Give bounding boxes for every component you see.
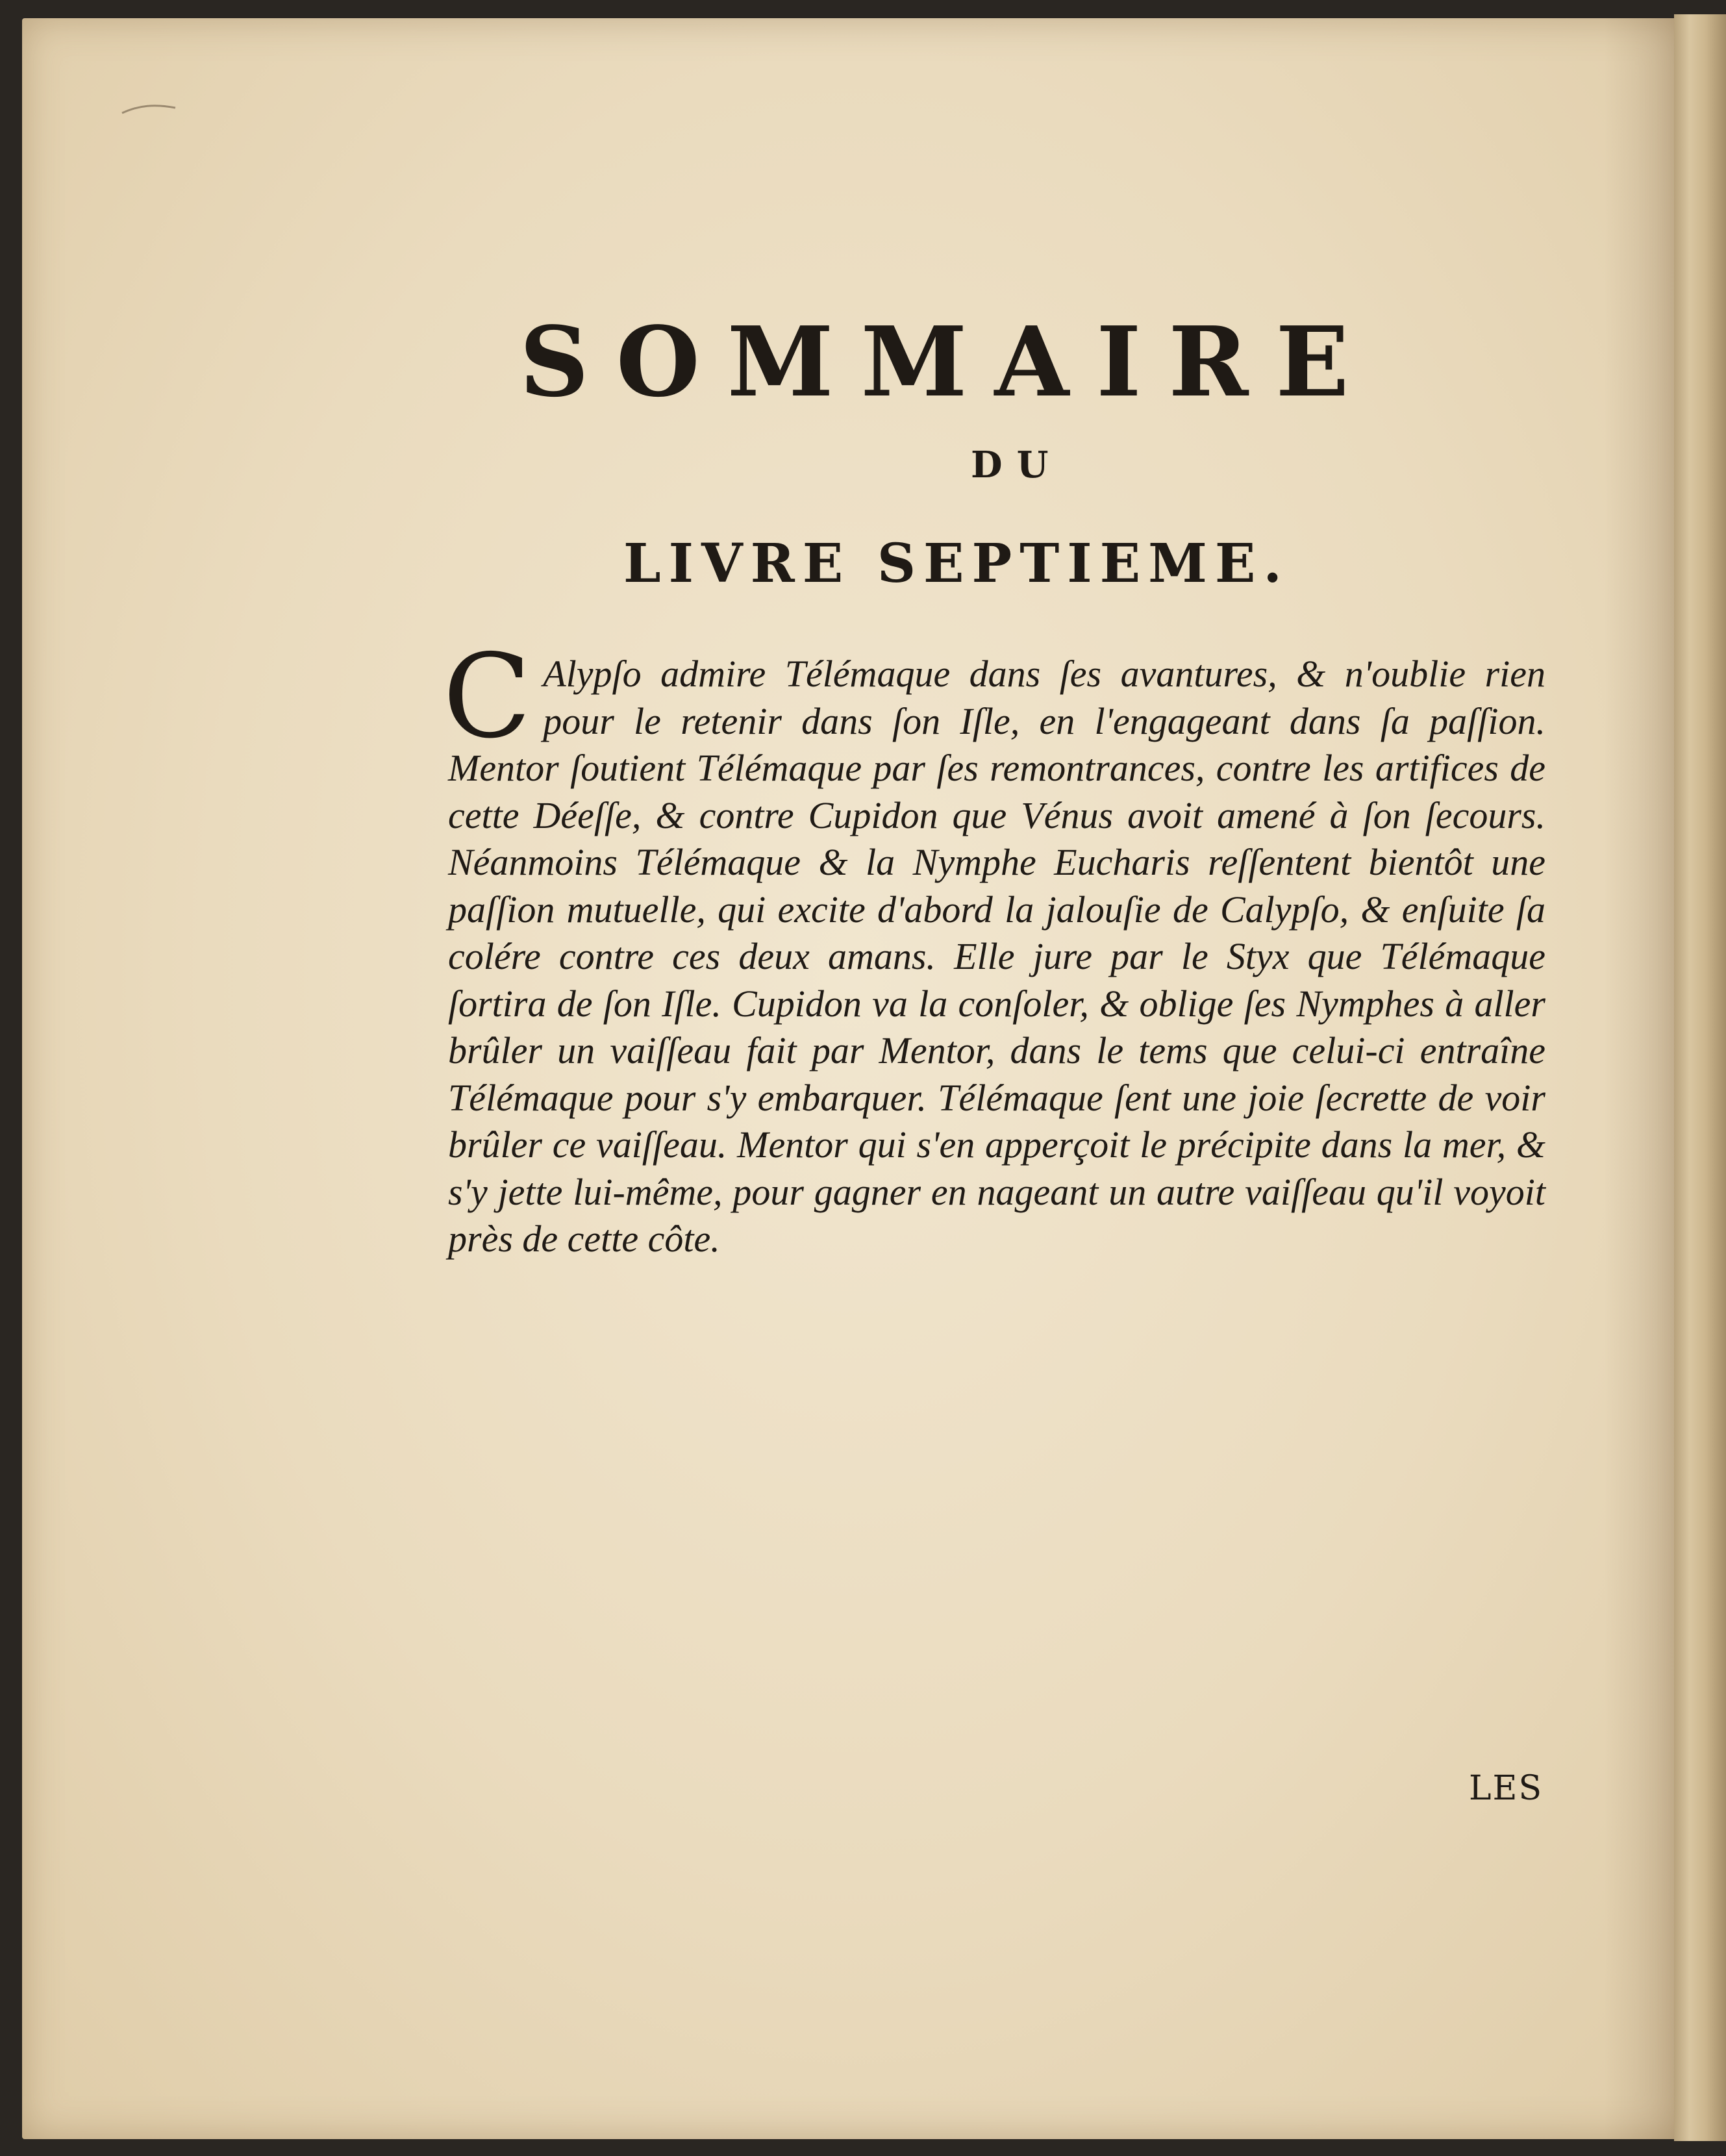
catchword: LES [1469, 1769, 1544, 1808]
pencil-mark-icon [119, 101, 178, 117]
subtitle-du: DU [971, 444, 1063, 486]
subtitle-book-number: LIVRE SEPTIEME. [623, 533, 1290, 595]
summary-text: Alypſo admire Télémaque dans ſes avantures, & n'oublie rien pour le retenir dans ſon Iſle, en l'engageant dans ſa paſſion. Mentor ſoutient Télémaque par ſes remontrances, contre les artifices de cette Déeſſe, & contre Cupidon que Vénus avoit amené à ſon ſecours. Néanmoins Télémaque & la Nymphe Eucharis reſſentent bientôt une paſſion mutuelle, qui excite d'abord la jalouſie de Calypſo, & enſuite ſa colére contre ces deux amans. Elle jure par le Styx que Télémaque ſortira de ſon Iſle. Cupidon va la conſoler, & oblige ſes Nymphes à aller brûler un vaiſſeau fait par Mentor, dans le tems que celui-ci entraîne Télémaque pour s'y embarquer. Télémaque ſent une joie ſecrette de voir brûler ce vaiſſeau. Mentor qui s'en apperçoit le précipite dans la mer, & s'y jette lui-même, pour gagner en nageant un autre vaiſſeau qu'il voyoit près de cette côte. [448, 653, 1545, 1260]
page-title: SOMMAIRE [519, 305, 1377, 418]
drop-cap: C [443, 629, 532, 764]
gutter-shadow [1604, 18, 1675, 2139]
page-edges [1674, 14, 1726, 2141]
chapter-summary [443, 629, 1545, 1263]
